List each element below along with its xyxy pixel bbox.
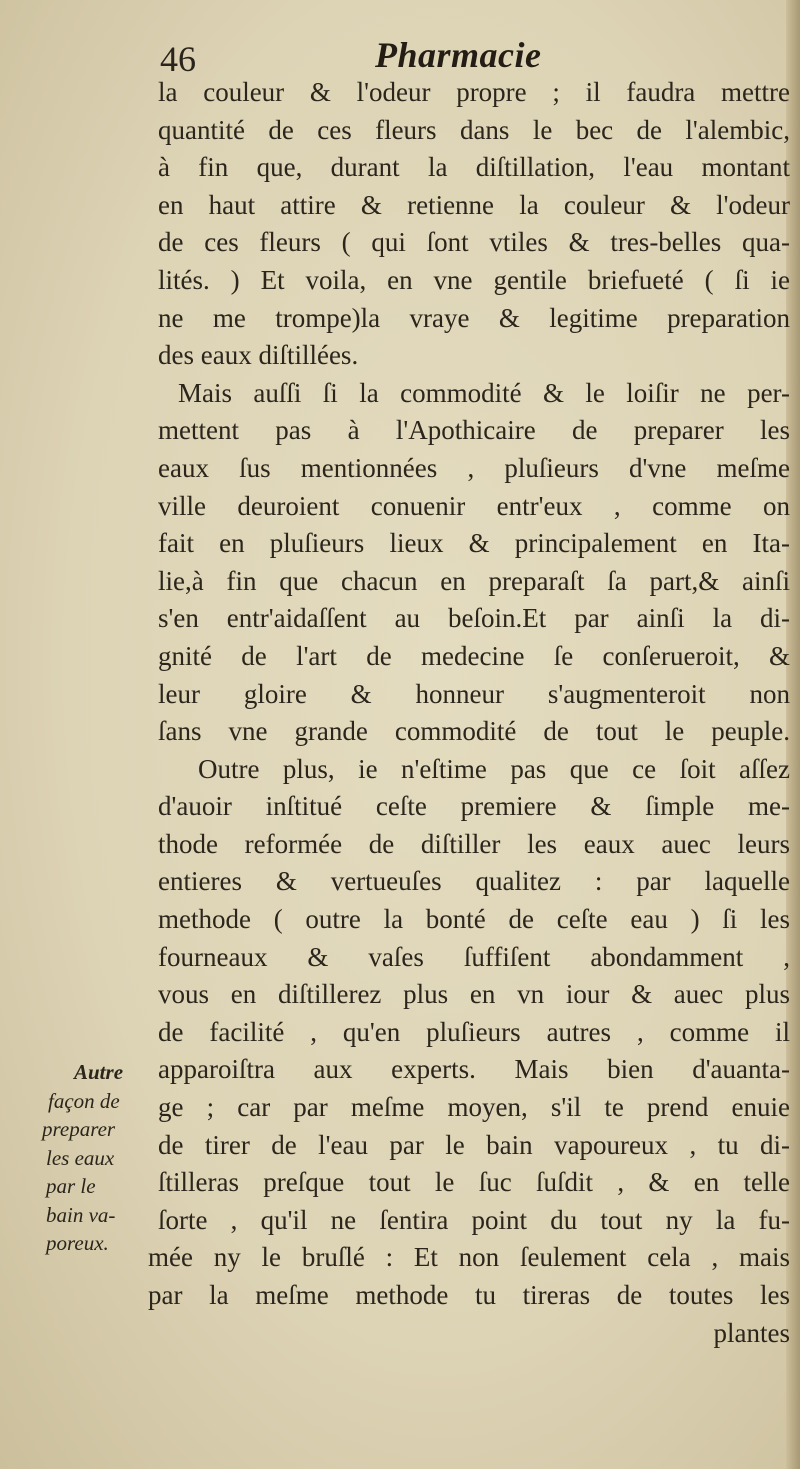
text-line: leur gloire & honneur s'augmenteroit non	[158, 678, 790, 709]
text-line: apparoiſtra aux experts. Mais bien d'auanta-	[158, 1054, 790, 1085]
marginal-note-line: bain va-	[46, 1202, 116, 1227]
text-line: ge ; car par meſme moyen, s'il te prend enuie	[158, 1092, 790, 1123]
marginal-note-line: Autre	[74, 1060, 124, 1084]
marginal-note-line: les eaux	[46, 1145, 115, 1170]
paragraph-start-line: Mais auſſi ſi la commodité & le loiſir ne per-	[178, 377, 790, 408]
text-line: ſtilleras preſque tout le ſuc ſuſdit , & en telle	[158, 1167, 790, 1198]
text-line: eaux ſus mentionnées , pluſieurs d'vne meſme	[158, 452, 790, 483]
text-line: thode reformée de diſtiller les eaux auec leurs	[158, 828, 790, 859]
text-line: mée ny le bruſlé : Et non ſeulement cela , mais	[148, 1242, 790, 1273]
running-head: Pharmacie	[375, 35, 542, 75]
text-line: lie,à fin que chacun en preparaſt ſa part,& ainſi	[158, 565, 790, 596]
marginal-note	[40, 1058, 152, 1258]
page-number: 46	[160, 39, 196, 79]
text-line: vous en diſtillerez plus en vn iour & auec plus	[158, 979, 790, 1010]
text-line: gnité de l'art de medecine ſe conſerueroit, &	[158, 640, 790, 671]
text-line: lités. ) Et voila, en vne gentile briefueté ( ſi ie	[158, 264, 790, 295]
marginal-note-line: par le	[46, 1174, 96, 1198]
text-line: ne me trompe)la vraye & legitime preparation	[158, 302, 790, 333]
text-line: par la meſme methode tu tireras de toutes les	[148, 1280, 790, 1310]
paragraph-start-line: Outre plus, ie n'eſtime pas que ce ſoit aſſez	[198, 753, 790, 784]
text-line: fait en pluſieurs lieux & principalement en Ita-	[158, 528, 790, 559]
text-line: de facilité , qu'en pluſieurs autres , comme il	[158, 1016, 790, 1047]
text-line: de ces fleurs ( qui ſont vtiles & tres-belles qua-	[158, 227, 790, 258]
text-line: methode ( outre la bonté de ceſte eau ) ſi les	[158, 904, 790, 935]
text-line: ville deuroient conuenir entr'eux , comme on	[158, 490, 790, 521]
text-line: en haut attire & retienne la couleur & l'odeur	[158, 189, 790, 220]
text-line: à fin que, durant la diſtillation, l'eau montant	[158, 152, 790, 183]
marginal-note-line: façon de	[48, 1088, 120, 1113]
text-line: d'auoir inſtitué ceſte premiere & ſimple me-	[158, 791, 790, 822]
text-line: ſorte , qu'il ne ſentira point du tout ny la fu-	[158, 1204, 790, 1235]
text-line: quantité de ces fleurs dans le bec de l'alembic,	[158, 114, 790, 145]
marginal-note-line: poreux.	[46, 1231, 109, 1255]
text-line: s'en entr'aidaſſent au beſoin.Et par ainſi la di-	[158, 603, 790, 634]
text-line: la couleur & l'odeur propre ; il faudra mettre	[158, 77, 790, 107]
text-line: mettent pas à l'Apothicaire de preparer les	[158, 415, 790, 446]
text-line: fourneaux & vaſes ſuffiſent abondamment ,	[158, 941, 790, 972]
catchword: plantes	[713, 1317, 790, 1348]
text-line: de tirer de l'eau par le bain vapoureux , tu di-	[158, 1129, 790, 1160]
text-line: ſans vne grande commodité de tout le peuple.	[158, 716, 790, 747]
text-line: entieres & vertueuſes qualitez : par laquelle	[158, 866, 790, 897]
text-line: des eaux diſtillées.	[158, 340, 359, 371]
marginal-note-line: preparer	[42, 1117, 116, 1141]
body-text	[148, 74, 790, 1352]
